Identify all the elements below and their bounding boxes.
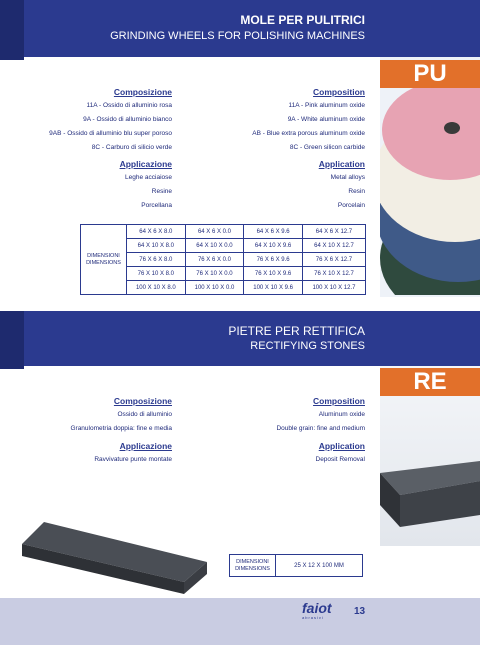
pu-dimensions-table (80, 224, 366, 295)
pu-composition-it-4: 8C - Carburo di silicio verde (91, 144, 172, 151)
table-cell: 76 X 10 X 9.6 (244, 267, 303, 281)
pu-composition-en-4: 8C - Green silicon carbide (289, 144, 365, 151)
re-code-tag: RE (380, 368, 480, 396)
re-composition-heading-en: Composition (313, 396, 365, 406)
table-row (230, 555, 363, 577)
pu-application-en-2: Resin (348, 188, 365, 195)
table-cell: 76 X 6 X 9.6 (244, 253, 303, 267)
pu-header-text (0, 0, 480, 57)
pu-composition-it-1: 11A - Ossido di alluminio rosa (86, 102, 172, 109)
brand-logo: faiot (302, 600, 332, 616)
pu-composition-it-3: 9AB - Ossido di alluminio blu super poroso (49, 130, 172, 137)
brand-logo-subtitle: abrasivi (302, 615, 324, 620)
table-cell: 76 X 6 X 0.0 (185, 253, 244, 267)
table-cell: 100 X 10 X 0.0 (185, 281, 244, 295)
re-dimensions-value: 25 X 12 X 100 MM (276, 555, 363, 577)
table-cell: 100 X 10 X 8.0 (127, 281, 186, 295)
re-english-column (195, 394, 365, 467)
pu-composition-en-2: 9A - White aluminum oxide (287, 116, 365, 123)
pu-code-tag: PU (380, 60, 480, 88)
table-cell: 100 X 10 X 9.6 (244, 281, 303, 295)
table-cell: 76 X 10 X 0.0 (185, 267, 244, 281)
re-composition-it-1: Ossido di alluminio (117, 411, 172, 418)
pu-application-it-3: Porcellana (141, 202, 172, 209)
table-cell: 100 X 10 X 12.7 (302, 281, 365, 295)
pu-application-it-1: Leghe acciaiose (125, 174, 172, 181)
polishing-wheels-image (380, 88, 480, 295)
rectifying-stone-image (22, 522, 207, 596)
re-application-heading-en: Application (318, 441, 365, 451)
page-number: 13 (354, 606, 366, 617)
re-italian-column (0, 394, 172, 467)
table-cell: 76 X 10 X 8.0 (127, 267, 186, 281)
re-dimensions-label-en: DIMENSIONS (235, 565, 270, 572)
re-title-it: PIETRE PER RETTIFICA (228, 324, 365, 338)
re-application-en-1: Deposit Removal (315, 456, 365, 463)
pu-composition-heading-it: Composizione (113, 87, 172, 97)
re-stone-photo (380, 455, 480, 545)
pu-dimensions-label-en: DIMENSIONS (86, 259, 121, 266)
pu-italian-column (0, 85, 172, 213)
pu-english-column (195, 85, 365, 213)
pu-application-it-2: Resine (151, 188, 172, 195)
re-application-heading-it: Applicazione (119, 441, 172, 451)
pu-dimensions-label-it: DIMENSIONI (87, 252, 120, 259)
table-cell: 64 X 6 X 8.0 (127, 225, 186, 239)
table-cell: 76 X 10 X 12.7 (302, 267, 365, 281)
pu-application-heading-en: Application (318, 159, 365, 169)
table-cell: 64 X 6 X 9.6 (244, 225, 303, 239)
pu-application-heading-it: Applicazione (119, 159, 172, 169)
table-cell: 76 X 6 X 12.7 (302, 253, 365, 267)
pu-composition-en-1: 11A - Pink aluminum oxide (288, 102, 365, 109)
pu-composition-heading-en: Composition (313, 87, 365, 97)
re-composition-en-2: Double grain: fine and medium (276, 425, 365, 432)
re-dimensions-label-it: DIMENSIONI (236, 558, 269, 565)
pu-composition-it-2: 9A - Ossido di alluminio bianco (83, 116, 172, 123)
table-cell: 64 X 10 X 12.7 (302, 239, 365, 253)
re-composition-en-1: Aluminum oxide (318, 411, 365, 418)
table-cell: 64 X 10 X 8.0 (127, 239, 186, 253)
re-composition-it-2: Granulometria doppia: fine e media (70, 425, 172, 432)
table-cell: 76 X 6 X 8.0 (127, 253, 186, 267)
re-composition-heading-it: Composizione (113, 396, 172, 406)
table-cell: 64 X 6 X 12.7 (302, 225, 365, 239)
pu-composition-en-3: AB - Blue extra porous aluminum oxide (252, 130, 365, 137)
re-dimensions-table (229, 554, 363, 577)
pu-dimensions-label (81, 225, 127, 295)
table-cell: 64 X 10 X 0.0 (185, 239, 244, 253)
pu-application-en-3: Porcelain (337, 202, 365, 209)
table-cell: 64 X 6 X 0.0 (185, 225, 244, 239)
pu-title-it: MOLE PER PULITRICI (240, 13, 365, 27)
table-row (81, 225, 366, 239)
re-application-it-1: Ravvivature punte montate (94, 456, 172, 463)
re-header-text (0, 311, 480, 366)
page-footer (0, 598, 480, 645)
pu-application-en-1: Metal alloys (330, 174, 365, 181)
re-dimensions-label (230, 555, 276, 577)
table-cell: 64 X 10 X 9.6 (244, 239, 303, 253)
pu-title-en: GRINDING WHEELS FOR POLISHING MACHINES (110, 30, 365, 42)
re-title-en: RECTIFYING STONES (250, 340, 365, 352)
wheel-hole (444, 122, 460, 134)
